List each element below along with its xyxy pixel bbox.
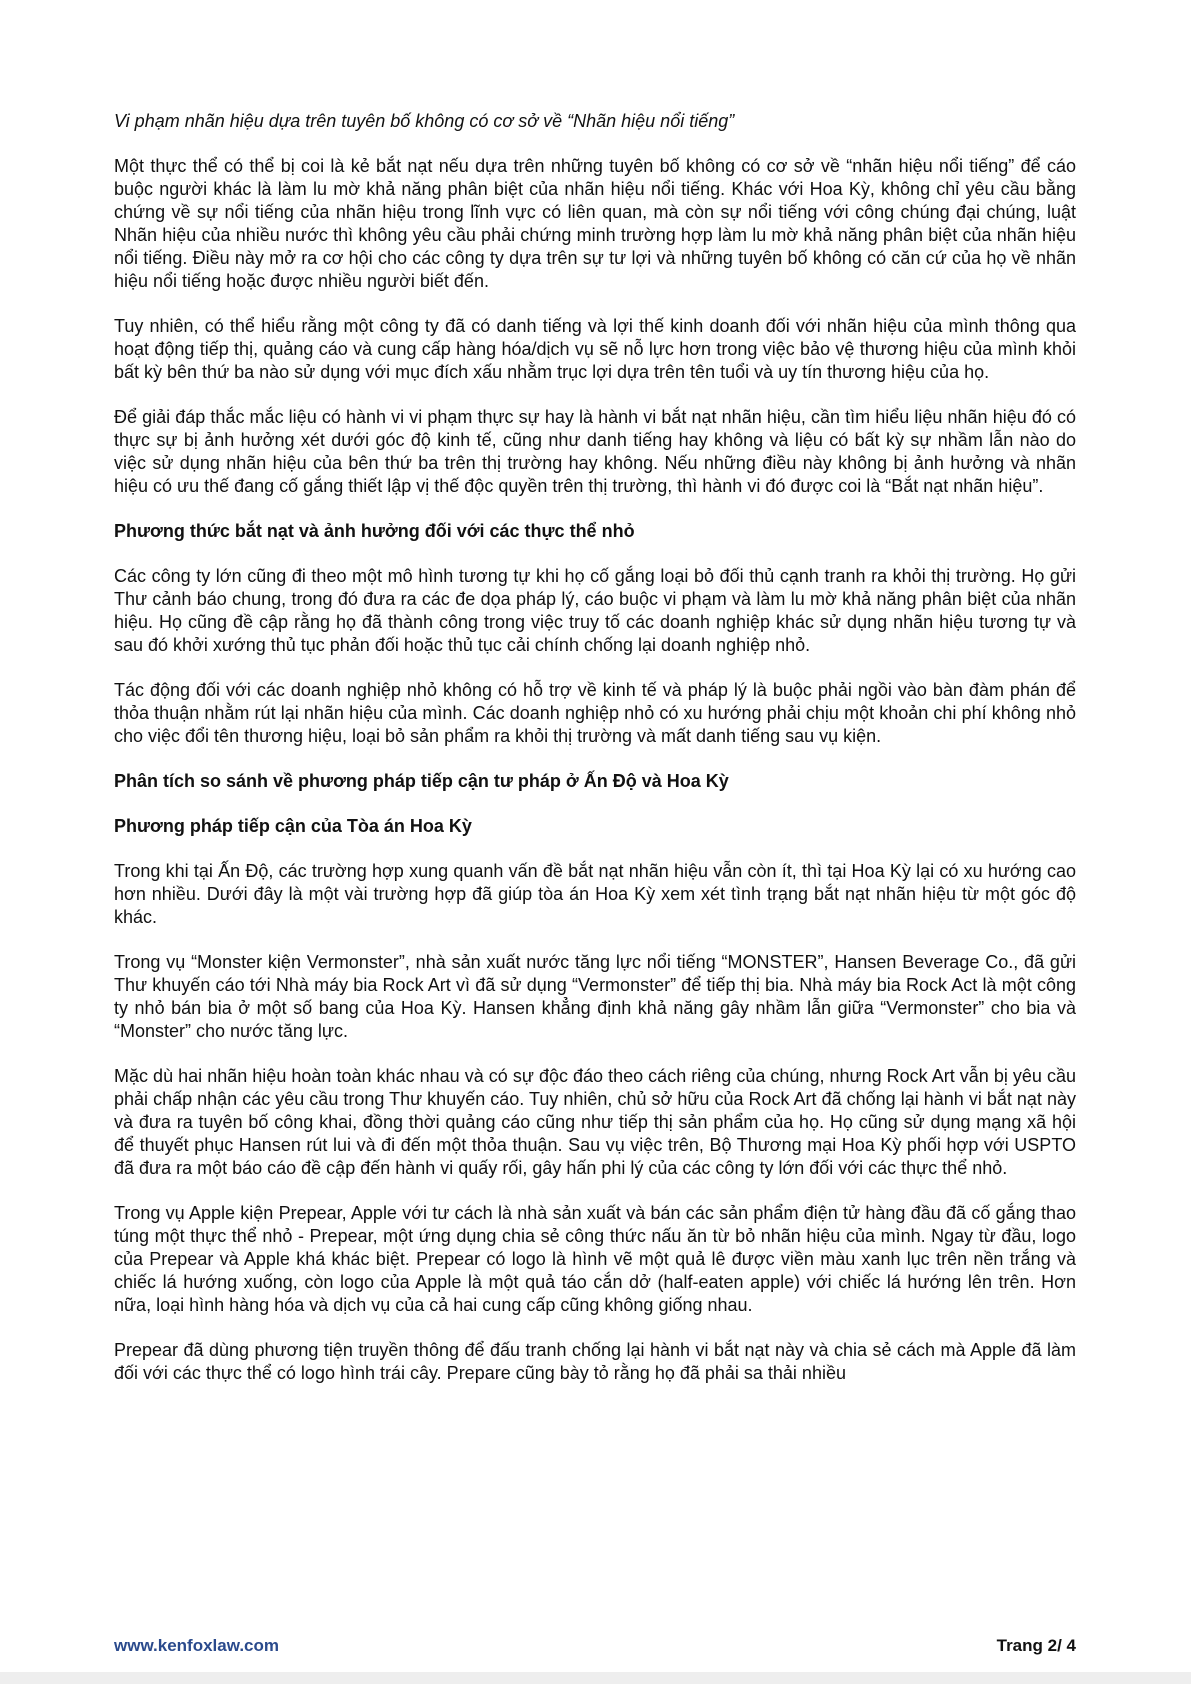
paragraph: Trong khi tại Ấn Độ, các trường hợp xung quanh vấn đề bắt nạt nhãn hiệu vẫn còn ít, thì tại Hoa Kỳ lại có xu hướng cao hơn nhiều. Dưới đây là một vài trường hợp đã giúp tòa án Hoa Kỳ xem xét tình trạng bắt nạt nhãn hiệu từ một góc độ khác.	[114, 861, 1076, 927]
website-link[interactable]: www.kenfoxlaw.com	[114, 1636, 280, 1655]
paragraph: Prepear đã dùng phương tiện truyền thông để đấu tranh chống lại hành vi bắt nạt này và chia sẻ cách mà Apple đã làm đối với các thực thể có logo hình trái cây. Prepare cũng bày tỏ rằng họ đã phải sa thải nhiều	[114, 1340, 1076, 1383]
page-number: Trang 2/ 4	[996, 1636, 1076, 1655]
paragraph: Tuy nhiên, có thể hiểu rằng một công ty đã có danh tiếng và lợi thế kinh doanh đối với nhãn hiệu của mình thông qua hoạt động tiếp thị, quảng cáo và cung cấp hàng hóa/dịch vụ sẽ nỗ lực hơn trong việc bảo vệ thương hiệu của mình khỏi bất kỳ bên thứ ba nào sử dụng với mục đích xấu nhằm trục lợi dựa trên tên tuổi và uy tín thương hiệu của họ.	[114, 316, 1076, 382]
page-bottom-edge	[0, 1672, 1191, 1684]
page-footer	[114, 1636, 1076, 1656]
paragraph: Các công ty lớn cũng đi theo một mô hình tương tự khi họ cố gắng loại bỏ đối thủ cạnh tranh ra khỏi thị trường. Họ gửi Thư cảnh báo chung, trong đó đưa ra các đe dọa pháp lý, cáo buộc vi phạm và làm lu mờ khả năng phân biệt của nhãn hiệu. Họ cũng đề cập rằng họ đã thành công trong việc truy tố các doanh nghiệp khác sử dụng nhãn hiệu tương tự và sau đó khởi xướng thủ tục phản đối hoặc thủ tục cải chính chống lại doanh nghiệp nhỏ.	[114, 566, 1076, 655]
paragraph: Tác động đối với các doanh nghiệp nhỏ không có hỗ trợ về kinh tế và pháp lý là buộc phải ngồi vào bàn đàm phán để thỏa thuận nhằm rút lại nhãn hiệu của mình. Các doanh nghiệp nhỏ có xu hướng phải chịu một khoản chi phí không nhỏ cho việc đổi tên thương hiệu, loại bỏ sản phẩm ra khỏi thị trường và mất danh tiếng sau vụ kiện.	[114, 680, 1076, 746]
section-heading: Phân tích so sánh về phương pháp tiếp cận tư pháp ở Ấn Độ và Hoa Kỳ	[114, 771, 729, 791]
paragraph: Một thực thể có thể bị coi là kẻ bắt nạt nếu dựa trên những tuyên bố không có cơ sở về “nhãn hiệu nổi tiếng” để cáo buộc người khác là làm lu mờ khả năng phân biệt của nhãn hiệu nổi tiếng. Khác với Hoa Kỳ, không chỉ yêu cầu bằng chứng về sự nổi tiếng của nhãn hiệu trong lĩnh vực có liên quan, mà còn sự nổi tiếng với công chúng đại chúng, luật Nhãn hiệu của nhiều nước thì không yêu cầu phải chứng minh trường hợp làm lu mờ khả năng phân biệt của nhãn hiệu nổi tiếng. Điều này mở ra cơ hội cho các công ty dựa trên sự tư lợi và những tuyên bố không có căn cứ của họ về nhãn hiệu nổi tiếng hoặc được nhiều người biết đến.	[114, 156, 1076, 291]
section-title-italic: Vi phạm nhãn hiệu dựa trên tuyên bố không có cơ sở về “Nhãn hiệu nổi tiếng”	[114, 111, 735, 131]
paragraph: Mặc dù hai nhãn hiệu hoàn toàn khác nhau và có sự độc đáo theo cách riêng của chúng, nhưng Rock Art vẫn bị yêu cầu phải chấp nhận các yêu cầu trong Thư khuyến cáo. Tuy nhiên, chủ sở hữu của Rock Art đã chống lại hành vi bắt nạt này và đưa ra tuyên bố công khai, đồng thời quảng cáo cũng như tiếp thị sản phẩm của họ. Họ cũng sử dụng mạng xã hội để thuyết phục Hansen rút lui và đi đến một thỏa thuận. Sau vụ việc trên, Bộ Thương mại Hoa Kỳ phối hợp với USPTO đã đưa ra một báo cáo đề cập đến hành vi quấy rối, gây hấn phi lý của các công ty lớn đối với các thực thể nhỏ.	[114, 1066, 1076, 1178]
paragraph: Để giải đáp thắc mắc liệu có hành vi vi phạm thực sự hay là hành vi bắt nạt nhãn hiệu, cần tìm hiểu liệu nhãn hiệu đó có thực sự bị ảnh hưởng xét dưới góc độ kinh tế, cũng như danh tiếng hay không và liệu có bất kỳ sự nhầm lẫn nào do việc sử dụng nhãn hiệu của bên thứ ba trên thị trường hay không. Nếu những điều này không bị ảnh hưởng và nhãn hiệu có ưu thế đang cố gắng thiết lập vị thế độc quyền trên thị trường, thì hành vi đó được coi là “Bắt nạt nhãn hiệu”.	[114, 407, 1076, 496]
section-heading: Phương thức bắt nạt và ảnh hưởng đối với các thực thể nhỏ	[114, 521, 635, 541]
subsection-heading: Phương pháp tiếp cận của Tòa án Hoa Kỳ	[114, 816, 472, 836]
document-body	[114, 110, 1076, 1407]
paragraph: Trong vụ Apple kiện Prepear, Apple với tư cách là nhà sản xuất và bán các sản phẩm điện tử hàng đầu đã cố gắng thao túng một thực thể nhỏ - Prepear, một ứng dụng chia sẻ công thức nấu ăn từ bỏ nhãn hiệu của mình. Ngay từ đầu, logo của Prepear và Apple khá khác biệt. Prepear có logo là hình vẽ một quả lê được viền màu xanh lục trên nền trắng và chiếc lá hướng xuống, còn logo của Apple là một quả táo cắn dở (half-eaten apple) với chiếc lá hướng lên trên. Hơn nữa, loại hình hàng hóa và dịch vụ của cả hai cung cấp cũng không giống nhau.	[114, 1203, 1076, 1315]
paragraph: Trong vụ “Monster kiện Vermonster”, nhà sản xuất nước tăng lực nổi tiếng “MONSTER”, Hansen Beverage Co., đã gửi Thư khuyến cáo tới Nhà máy bia Rock Art vì đã sử dụng “Vermonster” để tiếp thị bia. Nhà máy bia Rock Act là một công ty nhỏ bán bia ở một số bang của Hoa Kỳ. Hansen khẳng định khả năng gây nhầm lẫn giữa “Vermonster” cho bia và “Monster” cho nước tăng lực.	[114, 952, 1076, 1041]
